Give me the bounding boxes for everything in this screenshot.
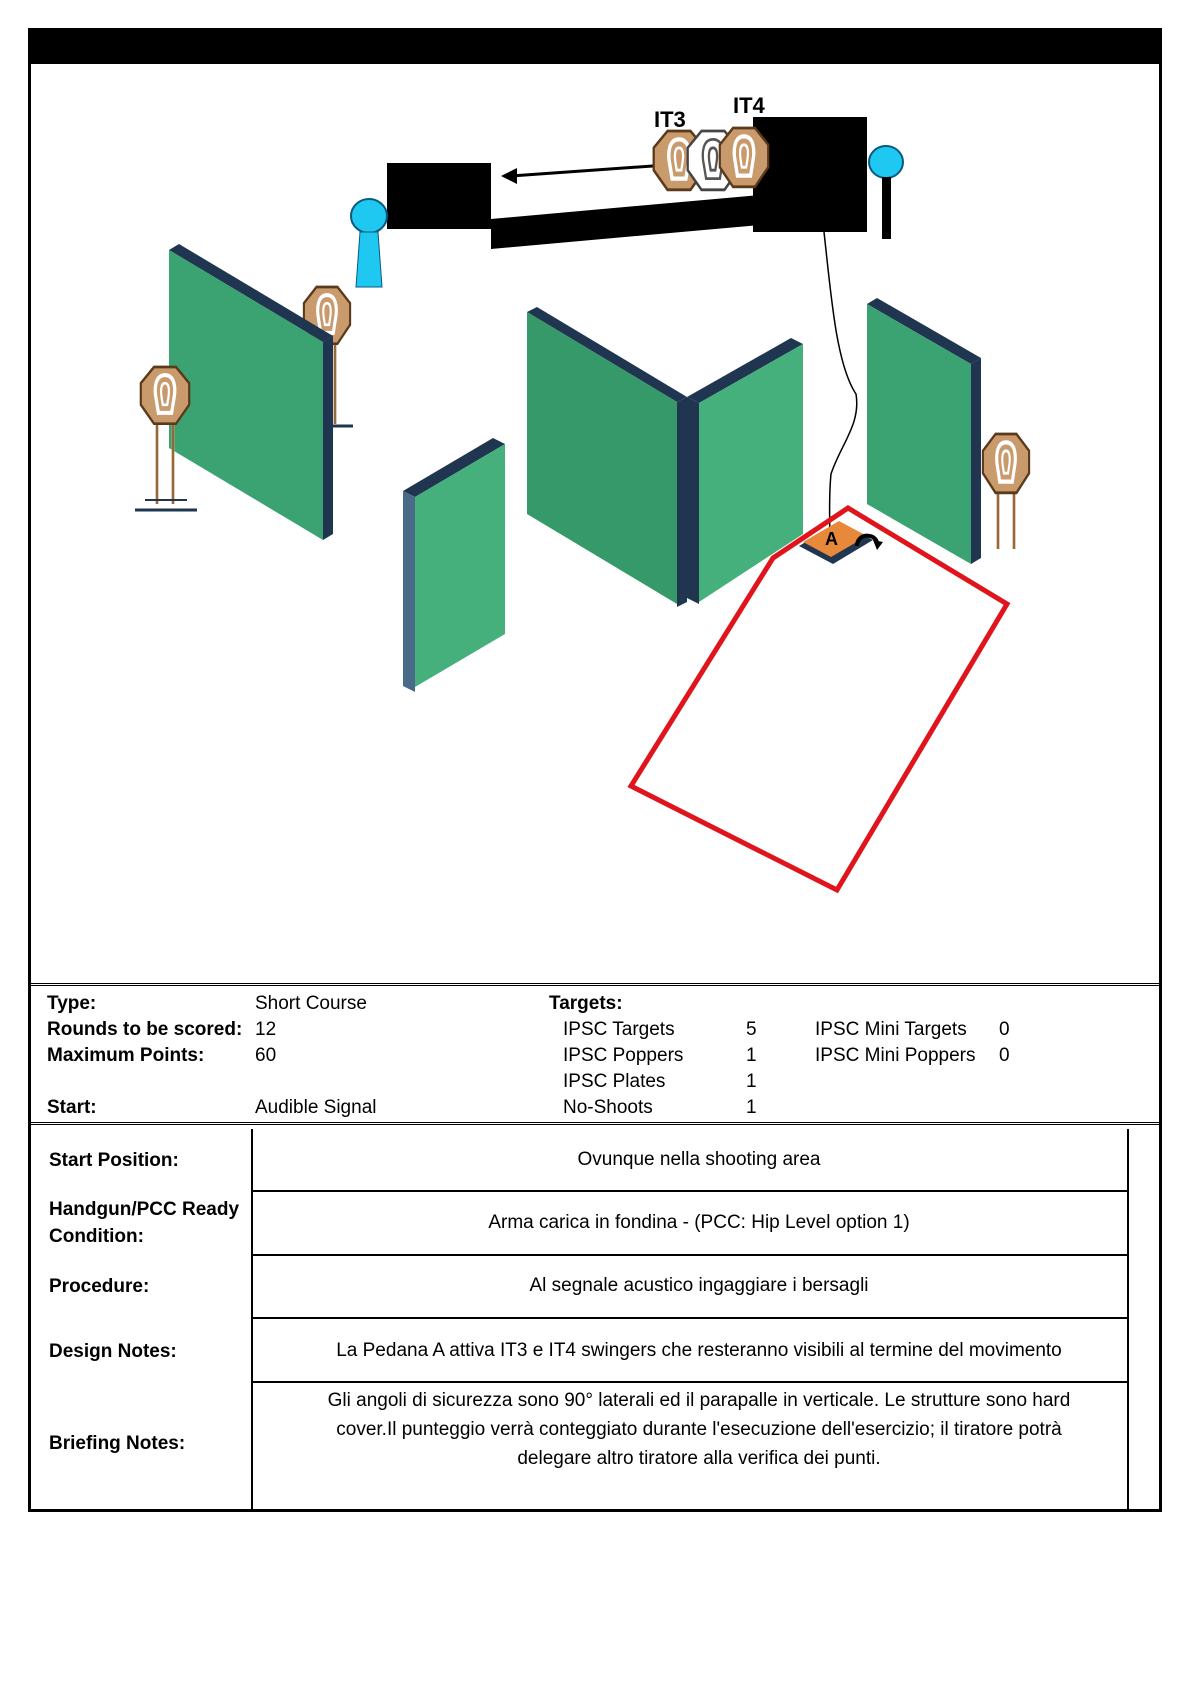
start-position-row (31, 1129, 1159, 1190)
wall-left (169, 244, 333, 540)
stage-drawing (31, 64, 1159, 981)
points-value: 60 (255, 1045, 277, 1066)
briefing-notes-label: Briefing Notes: (49, 1433, 186, 1454)
briefing-notes-line: Gli angoli di sicurezza sono 90° laterali ed il parapalle in verticale. Le strutture sono hard (327, 1390, 1071, 1411)
type-label: Type: (47, 993, 97, 1014)
target-name: No-Shoots (563, 1097, 653, 1118)
start-position-value: Ovunque nella shooting area (577, 1149, 821, 1170)
start-position-label: Start Position: (49, 1150, 179, 1171)
targets-label: Targets: (549, 993, 623, 1014)
start-label: Start: (47, 1097, 97, 1118)
stage-details (31, 1129, 1159, 1509)
wall-v-right (687, 338, 803, 604)
header-bar (31, 31, 1159, 64)
target-name: IPSC Poppers (563, 1045, 684, 1066)
target-name: IPSC Plates (563, 1071, 666, 1092)
target-right (983, 434, 1029, 549)
it4-label: IT4 (733, 93, 765, 118)
it3-label: IT3 (654, 107, 686, 132)
plate-right (869, 146, 903, 239)
it4-target (720, 128, 768, 187)
popper-left (351, 199, 387, 287)
target-count: 1 (746, 1097, 757, 1118)
design-notes-row (31, 1317, 1159, 1381)
rounds-label: Rounds to be scored: (47, 1019, 243, 1040)
procedure-value: Al segnale acustico ingaggiare i bersagli (529, 1275, 869, 1296)
target-name: IPSC Targets (563, 1019, 675, 1040)
wall-v-left (527, 307, 687, 607)
target-count: 1 (746, 1071, 757, 1092)
ready-condition-label-1: Handgun/PCC Ready (49, 1199, 240, 1220)
design-notes-value: La Pedana A attiva IT3 e IT4 swingers che resteranno visibili al termine del movimento (336, 1340, 1062, 1361)
procedure-row (31, 1254, 1159, 1317)
pedana-label: A (825, 529, 838, 549)
briefing-notes-line: delegare altro tiratore alla verifica dei punti. (517, 1448, 881, 1469)
stage-diagram (31, 64, 1159, 981)
mini-target-count: 0 (999, 1045, 1010, 1066)
points-label: Maximum Points: (47, 1045, 205, 1066)
mini-target-name: IPSC Mini Targets (815, 1019, 967, 1040)
target-count: 1 (746, 1045, 757, 1066)
wall-right (867, 298, 981, 564)
start-value: Audible Signal (255, 1097, 377, 1118)
ready-condition-row (31, 1190, 1159, 1254)
target-count: 5 (746, 1019, 757, 1040)
stage-sheet (28, 28, 1162, 1512)
type-value: Short Course (255, 993, 367, 1014)
mini-target-count: 0 (999, 1019, 1010, 1040)
procedure-label: Procedure: (49, 1276, 150, 1297)
ready-condition-label-2: Condition: (49, 1226, 144, 1247)
design-notes-label: Design Notes: (49, 1341, 177, 1362)
briefing-notes-line: cover.Il punteggio verrà conteggiato durante l'esecuzione dell'esercizio; il tiratore potrà (336, 1419, 1062, 1440)
mini-target-name: IPSC Mini Poppers (815, 1045, 976, 1066)
wall-front-small (403, 438, 505, 692)
briefing-notes-row (31, 1381, 1159, 1509)
pedana-a (799, 521, 883, 564)
ready-condition-value: Arma carica in fondina - (PCC: Hip Level option 1) (488, 1212, 910, 1233)
rounds-value: 12 (255, 1019, 277, 1040)
stage-info (31, 983, 1159, 1125)
